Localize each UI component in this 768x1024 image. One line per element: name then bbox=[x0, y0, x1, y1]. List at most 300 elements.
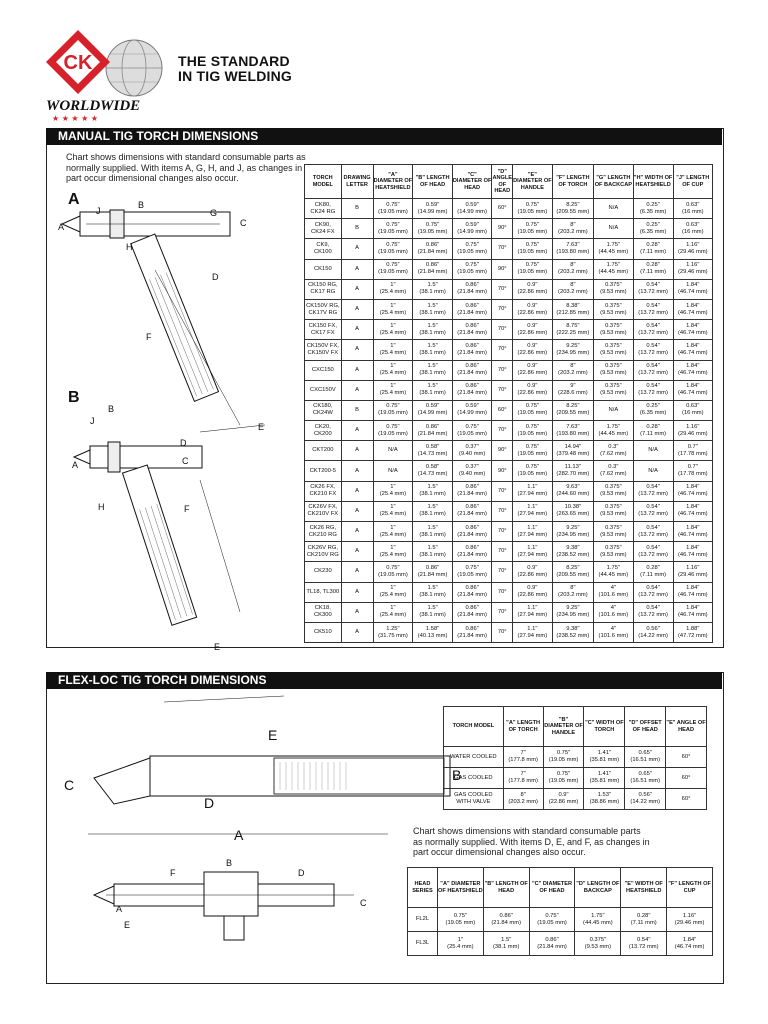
manual-table-value-cell: 0.9" (22.86 mm) bbox=[513, 299, 553, 319]
manual-dimensions-table bbox=[304, 164, 713, 643]
head-series-table-value-cell: 1.16" (29.46 mm) bbox=[667, 908, 713, 932]
manual-table-value-cell: 0.375" (9.53 mm) bbox=[594, 340, 634, 360]
manual-table-value-cell: 0.75" (19.05 mm) bbox=[513, 461, 553, 481]
manual-table-value-cell: 1" (25.4 mm) bbox=[373, 522, 413, 542]
manual-table-value-cell: 70° bbox=[492, 522, 513, 542]
manual-table-value-cell: 9.25" (234.95 mm) bbox=[552, 522, 593, 542]
svg-text:F: F bbox=[146, 332, 152, 342]
svg-text:G: G bbox=[210, 208, 218, 218]
manual-table-value-cell: A bbox=[341, 622, 373, 642]
svg-text:C: C bbox=[360, 898, 367, 908]
manual-table-value-cell: N/A bbox=[594, 400, 634, 420]
flexloc-table-header-cell: "E" ANGLE OF HEAD bbox=[666, 707, 707, 747]
flexloc-table-header-cell: TORCH MODEL bbox=[444, 707, 504, 747]
manual-table-value-cell: 7.63" (193.80 mm) bbox=[552, 421, 593, 441]
manual-table-value-cell: 1.84" (46.74 mm) bbox=[673, 501, 712, 521]
manual-table-value-cell: 8.38" (212.85 mm) bbox=[552, 299, 593, 319]
svg-text:D: D bbox=[298, 868, 305, 878]
manual-table-value-cell: 1.84" (46.74 mm) bbox=[673, 360, 712, 380]
manual-table-value-cell: 0.75" (19.05 mm) bbox=[373, 259, 413, 279]
manual-table-value-cell: 0.375" (9.53 mm) bbox=[594, 542, 634, 562]
manual-table-value-cell: 70° bbox=[492, 421, 513, 441]
svg-text:E: E bbox=[214, 642, 221, 652]
manual-table-value-cell: 0.9" (22.86 mm) bbox=[513, 582, 553, 602]
manual-table-value-cell: 0.59" (14.99 mm) bbox=[452, 199, 492, 219]
manual-table-value-cell: 1.84" (46.74 mm) bbox=[673, 279, 712, 299]
flexloc-note: Chart shows dimensions with standard consumable parts as normally supplied. With items D, E, and F, as changes in part occur dimensional changes also occur. bbox=[413, 826, 650, 857]
manual-table-value-cell: A bbox=[341, 421, 373, 441]
manual-table-value-cell: 0.3" (7.62 mm) bbox=[594, 461, 634, 481]
manual-table-value-cell: B bbox=[341, 199, 373, 219]
manual-table-value-cell: 0.54" (13.72 mm) bbox=[633, 360, 673, 380]
manual-table-value-cell: 7.63" (193.80 mm) bbox=[552, 239, 593, 259]
flexloc-table-value-cell: 60° bbox=[666, 747, 707, 768]
manual-table-value-cell: 1" (25.4 mm) bbox=[373, 299, 413, 319]
manual-table-value-cell: 70° bbox=[492, 299, 513, 319]
manual-table-value-cell: 1" (25.4 mm) bbox=[373, 380, 413, 400]
manual-table-model-cell: CK150V RG, CK17V RG bbox=[305, 299, 342, 319]
manual-table-value-cell: 0.54" (13.72 mm) bbox=[633, 340, 673, 360]
manual-table-value-cell: 0.75" (19.05 mm) bbox=[513, 441, 553, 461]
manual-table-value-cell: 0.28" (7.11 mm) bbox=[633, 562, 673, 582]
manual-table-value-cell: N/A bbox=[594, 199, 634, 219]
manual-table-value-cell: 1.5" (38.1 mm) bbox=[413, 380, 452, 400]
manual-table-value-cell: 8" (203.2 mm) bbox=[552, 259, 593, 279]
manual-table-value-cell: 0.54" (13.72 mm) bbox=[633, 542, 673, 562]
head-series-table-header-cell: "F" LENGTH OF CUP bbox=[667, 868, 713, 908]
manual-table-row bbox=[305, 542, 713, 562]
flexloc-table-header-cell: "A" LENGTH OF TORCH bbox=[503, 707, 543, 747]
manual-table-value-cell: 70° bbox=[492, 239, 513, 259]
head-series-table-value-cell: 0.75" (19.05 mm) bbox=[437, 908, 483, 932]
head-series-table-row bbox=[408, 932, 713, 956]
manual-table-value-cell: 0.86" (21.84 mm) bbox=[452, 299, 492, 319]
manual-table-value-cell: 1.84" (46.74 mm) bbox=[673, 481, 712, 501]
manual-table-value-cell: 0.54" (13.72 mm) bbox=[633, 501, 673, 521]
manual-table-row bbox=[305, 259, 713, 279]
manual-table-value-cell: N/A bbox=[373, 441, 413, 461]
manual-table-value-cell: A bbox=[341, 441, 373, 461]
head-series-table-value-cell: 0.54" (13.72 mm) bbox=[621, 932, 667, 956]
head-series-table-value-cell: 0.86" (21.84 mm) bbox=[529, 932, 575, 956]
manual-table-value-cell: 1.1" (27.94 mm) bbox=[513, 481, 553, 501]
manual-table-value-cell: 0.86" (21.84 mm) bbox=[413, 259, 452, 279]
manual-table-value-cell: 70° bbox=[492, 562, 513, 582]
manual-table-value-cell: 0.7" (17.78 mm) bbox=[673, 461, 712, 481]
svg-text:A: A bbox=[116, 904, 123, 914]
manual-table-row bbox=[305, 340, 713, 360]
manual-table-value-cell: 9.38" (238.52 mm) bbox=[552, 542, 593, 562]
manual-table-value-cell: 1.5" (38.1 mm) bbox=[413, 602, 452, 622]
svg-text:D: D bbox=[204, 795, 215, 811]
flexloc-table-value-cell: 7" (177.8 mm) bbox=[503, 768, 543, 789]
head-series-table-header-cell: HEAD SERIES bbox=[408, 868, 438, 908]
manual-table-value-cell: 0.75" (19.05 mm) bbox=[413, 219, 452, 239]
manual-table-value-cell: 1.16" (29.46 mm) bbox=[673, 259, 712, 279]
manual-table-value-cell: A bbox=[341, 522, 373, 542]
manual-table-value-cell: 0.37" (9.40 mm) bbox=[452, 461, 492, 481]
svg-text:D: D bbox=[180, 438, 187, 448]
manual-table-value-cell: 0.54" (13.72 mm) bbox=[633, 299, 673, 319]
manual-table-row bbox=[305, 582, 713, 602]
manual-table-value-cell: 70° bbox=[492, 279, 513, 299]
manual-table-value-cell: 0.86" (21.84 mm) bbox=[452, 582, 492, 602]
svg-text:B: B bbox=[452, 767, 462, 783]
manual-table-model-cell: TL18, TL300 bbox=[305, 582, 342, 602]
svg-text:J: J bbox=[96, 206, 101, 216]
manual-table-value-cell: 0.75" (19.05 mm) bbox=[452, 562, 492, 582]
head-series-table-value-cell: 1" (25.4 mm) bbox=[437, 932, 483, 956]
flexloc-table-header-cell: "B" DIAMETER OF HANDLE bbox=[543, 707, 584, 747]
manual-table-value-cell: 8.75" (222.25 mm) bbox=[552, 320, 593, 340]
manual-table-value-cell: A bbox=[341, 239, 373, 259]
manual-table-value-cell: 1" (25.4 mm) bbox=[373, 582, 413, 602]
manual-table-value-cell: 0.75" (19.05 mm) bbox=[373, 562, 413, 582]
manual-table-value-cell: A bbox=[341, 299, 373, 319]
manual-table-value-cell: 70° bbox=[492, 320, 513, 340]
manual-table-value-cell: 1.75" (44.45 mm) bbox=[594, 562, 634, 582]
manual-table-model-cell: CK26 RG, CK210 RG bbox=[305, 522, 342, 542]
manual-table-value-cell: 0.9" (22.86 mm) bbox=[513, 279, 553, 299]
manual-table-value-cell: 0.75" (19.05 mm) bbox=[513, 199, 553, 219]
flexloc-table-value-cell: 60° bbox=[666, 768, 707, 789]
manual-table-value-cell: 70° bbox=[492, 360, 513, 380]
flexloc-head-series-table bbox=[407, 867, 713, 956]
manual-table-value-cell: 0.75" (19.05 mm) bbox=[452, 259, 492, 279]
manual-table-value-cell: 0.375" (9.53 mm) bbox=[594, 279, 634, 299]
manual-table-value-cell: 0.75" (19.05 mm) bbox=[513, 421, 553, 441]
manual-table-value-cell: 0.58" (14.73 mm) bbox=[413, 441, 452, 461]
manual-table-value-cell: 0.3" (7.62 mm) bbox=[594, 441, 634, 461]
manual-table-model-cell: CK150V FX, CK150V FX bbox=[305, 340, 342, 360]
manual-table-value-cell: 1.16" (29.46 mm) bbox=[673, 239, 712, 259]
manual-table-value-cell: 0.54" (13.72 mm) bbox=[633, 602, 673, 622]
manual-table-row bbox=[305, 481, 713, 501]
manual-table-row bbox=[305, 360, 713, 380]
manual-table-value-cell: 70° bbox=[492, 481, 513, 501]
manual-table-model-cell: CK90, CK24 FX bbox=[305, 219, 342, 239]
svg-text:B: B bbox=[226, 858, 233, 868]
svg-text:C: C bbox=[240, 218, 247, 228]
manual-table-value-cell: 60° bbox=[492, 199, 513, 219]
manual-table-value-cell: 1.5" (38.1 mm) bbox=[413, 582, 452, 602]
head-series-table-value-cell: 1.84" (46.74 mm) bbox=[667, 932, 713, 956]
brand-title: THE STANDARD IN TIG WELDING bbox=[178, 53, 293, 84]
head-series-table-header-cell: "A" DIAMETER OF HEATSHIELD bbox=[437, 868, 483, 908]
manual-table-model-cell: CK150 RG, CK17 RG bbox=[305, 279, 342, 299]
flexloc-table-row bbox=[444, 768, 707, 789]
manual-table-row bbox=[305, 299, 713, 319]
manual-table-value-cell: 1.84" (46.74 mm) bbox=[673, 542, 712, 562]
manual-table-row bbox=[305, 421, 713, 441]
manual-table-value-cell: 70° bbox=[492, 582, 513, 602]
flexloc-section-heading: FLEX-LOC TIG TORCH DIMENSIONS bbox=[46, 672, 722, 689]
manual-table-value-cell: 90° bbox=[492, 219, 513, 239]
manual-table-model-cell: CK510 bbox=[305, 622, 342, 642]
manual-table-value-cell: 1.5" (38.1 mm) bbox=[413, 279, 452, 299]
manual-table-value-cell: 0.86" (21.84 mm) bbox=[452, 340, 492, 360]
manual-table-value-cell: 9.38" (238.52 mm) bbox=[552, 622, 593, 642]
svg-text:E: E bbox=[124, 920, 131, 930]
manual-table-value-cell: 90° bbox=[492, 441, 513, 461]
head-series-table-value-cell: 0.86" (21.84 mm) bbox=[483, 908, 529, 932]
manual-table-row bbox=[305, 239, 713, 259]
manual-table-value-cell: 0.375" (9.53 mm) bbox=[594, 501, 634, 521]
manual-table-value-cell: 0.375" (9.53 mm) bbox=[594, 320, 634, 340]
manual-table-value-cell: 1.84" (46.74 mm) bbox=[673, 299, 712, 319]
manual-table-model-cell: CK26 FX, CK210 FX bbox=[305, 481, 342, 501]
manual-table-value-cell: 9.25" (234.95 mm) bbox=[552, 602, 593, 622]
manual-table-row bbox=[305, 199, 713, 219]
manual-table-value-cell: 0.86" (21.84 mm) bbox=[452, 320, 492, 340]
manual-table-value-cell: 70° bbox=[492, 542, 513, 562]
svg-text:B: B bbox=[108, 404, 115, 414]
manual-table-header bbox=[305, 165, 713, 199]
manual-table-value-cell: 1.88" (47.72 mm) bbox=[673, 622, 712, 642]
manual-table-value-cell: 0.56" (14.22 mm) bbox=[633, 622, 673, 642]
manual-table-value-cell: 1" (25.4 mm) bbox=[373, 501, 413, 521]
manual-table-value-cell: 1.84" (46.74 mm) bbox=[673, 522, 712, 542]
manual-table-header-cell: "D" ANGLE OF HEAD bbox=[492, 165, 513, 199]
manual-table-value-cell: 0.75" (19.05 mm) bbox=[373, 199, 413, 219]
manual-table-value-cell: 1.1" (27.94 mm) bbox=[513, 622, 553, 642]
head-series-table-value-cell: 1.75" (44.45 mm) bbox=[575, 908, 621, 932]
manual-table-value-cell: 1" (25.4 mm) bbox=[373, 279, 413, 299]
manual-table-model-cell: CK150 FX, CK17 FX bbox=[305, 320, 342, 340]
manual-table-value-cell: 0.75" (19.05 mm) bbox=[513, 259, 553, 279]
head-series-table-model-cell: FL3L bbox=[408, 932, 438, 956]
manual-table-value-cell: 1.5" (38.1 mm) bbox=[413, 340, 452, 360]
svg-text:J: J bbox=[90, 416, 95, 426]
manual-table-value-cell: 0.9" (22.86 mm) bbox=[513, 562, 553, 582]
manual-table-value-cell: 0.54" (13.72 mm) bbox=[633, 279, 673, 299]
manual-table-value-cell: 0.75" (19.05 mm) bbox=[452, 239, 492, 259]
manual-table-value-cell: N/A bbox=[633, 461, 673, 481]
manual-table-value-cell: 0.9" (22.86 mm) bbox=[513, 320, 553, 340]
manual-note: Chart shows dimensions with standard consumable parts as normally supplied. With items A, G, H, and J, as changes in part occur dimensional changes also occur. bbox=[66, 152, 306, 183]
manual-table-value-cell: 0.86" (21.84 mm) bbox=[452, 380, 492, 400]
manual-table-value-cell: 0.9" (22.86 mm) bbox=[513, 380, 553, 400]
flexloc-dimensions-table bbox=[443, 706, 707, 810]
manual-table-value-cell: 9" (228.6 mm) bbox=[552, 380, 593, 400]
manual-table-row bbox=[305, 320, 713, 340]
manual-table-header-cell: "B" LENGTH OF HEAD bbox=[413, 165, 452, 199]
head-series-table-row bbox=[408, 908, 713, 932]
manual-table-value-cell: N/A bbox=[373, 461, 413, 481]
manual-table-model-cell: CKT200 bbox=[305, 441, 342, 461]
flexloc-table-value-cell: 0.75" (19.05 mm) bbox=[543, 747, 584, 768]
manual-table-value-cell: 8.25" (209.55 mm) bbox=[552, 562, 593, 582]
flexloc-table-value-cell: 0.75" (19.05 mm) bbox=[543, 768, 584, 789]
manual-table-row bbox=[305, 219, 713, 239]
manual-table-value-cell: A bbox=[341, 259, 373, 279]
manual-table-model-cell: CK150 bbox=[305, 259, 342, 279]
manual-table-value-cell: 1.84" (46.74 mm) bbox=[673, 340, 712, 360]
manual-table-header-cell: "F" LENGTH OF TORCH bbox=[552, 165, 593, 199]
manual-table-value-cell: 0.63" (16 mm) bbox=[673, 219, 712, 239]
flexloc-table-value-cell: 0.56" (14.22 mm) bbox=[625, 789, 666, 810]
head-series-table-header-cell: "E" WIDTH OF HEATSHIELD bbox=[621, 868, 667, 908]
manual-section-heading: MANUAL TIG TORCH DIMENSIONS bbox=[46, 128, 722, 145]
manual-table-value-cell: 1.5" (38.1 mm) bbox=[413, 542, 452, 562]
manual-table-value-cell: 8.25" (209.55 mm) bbox=[552, 400, 593, 420]
manual-table-value-cell: 0.86" (21.84 mm) bbox=[452, 622, 492, 642]
manual-table-model-cell: CK18, CK300 bbox=[305, 602, 342, 622]
manual-table-value-cell: 70° bbox=[492, 380, 513, 400]
manual-table-value-cell: 0.75" (19.05 mm) bbox=[513, 219, 553, 239]
manual-table-row bbox=[305, 501, 713, 521]
manual-table-value-cell: 60° bbox=[492, 400, 513, 420]
manual-table-value-cell: 0.54" (13.72 mm) bbox=[633, 582, 673, 602]
manual-table-value-cell: 1.5" (38.1 mm) bbox=[413, 481, 452, 501]
manual-table-value-cell: 0.59" (14.99 mm) bbox=[413, 199, 452, 219]
manual-table-value-cell: 1.75" (44.45 mm) bbox=[594, 239, 634, 259]
manual-table-value-cell: 0.37" (9.40 mm) bbox=[452, 441, 492, 461]
manual-table-value-cell: 70° bbox=[492, 340, 513, 360]
manual-table-value-cell: 8" (203.2 mm) bbox=[552, 279, 593, 299]
manual-table-value-cell: 0.25" (6.35 mm) bbox=[633, 199, 673, 219]
manual-table-model-cell: CK230 bbox=[305, 562, 342, 582]
svg-text:B: B bbox=[138, 200, 145, 210]
flexloc-table-value-cell: 0.9" (22.86 mm) bbox=[543, 789, 584, 810]
head-series-table-header-cell: "D" LENGTH OF BACKCAP bbox=[575, 868, 621, 908]
manual-table-value-cell: 0.63" (16 mm) bbox=[673, 400, 712, 420]
manual-table-value-cell: 0.86" (21.84 mm) bbox=[452, 279, 492, 299]
flexloc-table-value-cell: 60° bbox=[666, 789, 707, 810]
manual-table-header-cell: "G" LENGTH OF BACKCAP bbox=[594, 165, 634, 199]
manual-table-value-cell: 0.75" (19.05 mm) bbox=[373, 239, 413, 259]
manual-table-value-cell: 1" (25.4 mm) bbox=[373, 360, 413, 380]
manual-table-value-cell: 0.28" (7.11 mm) bbox=[633, 239, 673, 259]
svg-text:D: D bbox=[212, 272, 219, 282]
head-series-table-model-cell: FL2L bbox=[408, 908, 438, 932]
manual-table-value-cell: A bbox=[341, 279, 373, 299]
manual-table-value-cell: 0.75" (19.05 mm) bbox=[452, 421, 492, 441]
manual-table-value-cell: A bbox=[341, 602, 373, 622]
svg-text:E: E bbox=[268, 727, 278, 743]
manual-table-value-cell: 0.54" (13.72 mm) bbox=[633, 320, 673, 340]
manual-table-value-cell: 10.38" (263.65 mm) bbox=[552, 501, 593, 521]
manual-table-row bbox=[305, 522, 713, 542]
flexloc-table-value-cell: 1.41" (35.81 mm) bbox=[584, 768, 625, 789]
manual-table-value-cell: 1.1" (27.94 mm) bbox=[513, 501, 553, 521]
manual-table-value-cell: 1.25" (31.75 mm) bbox=[373, 622, 413, 642]
manual-table-value-cell: 8.25" (209.55 mm) bbox=[552, 199, 593, 219]
svg-text:H: H bbox=[98, 502, 105, 512]
manual-table-value-cell: 0.59" (14.99 mm) bbox=[452, 400, 492, 420]
flexloc-table-model-cell: WATER COOLED bbox=[444, 747, 504, 768]
manual-table-value-cell: 1" (25.4 mm) bbox=[373, 340, 413, 360]
manual-table-value-cell: 0.86" (21.84 mm) bbox=[452, 501, 492, 521]
manual-table-header-cell: "C" DIAMETER OF HEAD bbox=[452, 165, 492, 199]
flexloc-table-row bbox=[444, 789, 707, 810]
manual-table-value-cell: 1.16" (29.46 mm) bbox=[673, 421, 712, 441]
manual-table-row bbox=[305, 380, 713, 400]
manual-table-model-cell: CK9, CK100 bbox=[305, 239, 342, 259]
manual-table-value-cell: 1.5" (38.1 mm) bbox=[413, 299, 452, 319]
manual-table-value-cell: A bbox=[341, 360, 373, 380]
manual-table-value-cell: 0.28" (7.11 mm) bbox=[633, 421, 673, 441]
manual-table-value-cell: 0.75" (19.05 mm) bbox=[373, 421, 413, 441]
manual-table-value-cell: 9.25" (234.95 mm) bbox=[552, 340, 593, 360]
manual-table-value-cell: A bbox=[341, 461, 373, 481]
manual-table-row bbox=[305, 562, 713, 582]
manual-table-value-cell: 0.86" (21.84 mm) bbox=[452, 481, 492, 501]
manual-table-model-cell: CXC150V bbox=[305, 380, 342, 400]
manual-table-value-cell: 1" (25.4 mm) bbox=[373, 481, 413, 501]
manual-table-value-cell: 1.58" (40.13 mm) bbox=[413, 622, 452, 642]
manual-table-value-cell: 0.9" (22.86 mm) bbox=[513, 340, 553, 360]
manual-table-value-cell: 0.59" (14.99 mm) bbox=[413, 400, 452, 420]
manual-table-model-cell: CK80, CK24 RG bbox=[305, 199, 342, 219]
flexloc-table-value-cell: 8" (203.2 mm) bbox=[503, 789, 543, 810]
company-logo bbox=[44, 28, 168, 122]
svg-text:C: C bbox=[182, 456, 189, 466]
manual-table-value-cell: 0.375" (9.53 mm) bbox=[594, 481, 634, 501]
manual-table-value-cell: 1.5" (38.1 mm) bbox=[413, 501, 452, 521]
manual-table-header-cell: DRAWING LETTER bbox=[341, 165, 373, 199]
svg-text:H: H bbox=[126, 242, 133, 252]
manual-table-value-cell: 0.59" (14.99 mm) bbox=[452, 219, 492, 239]
svg-text:A: A bbox=[234, 827, 244, 843]
manual-table-model-cell: CK20, CK200 bbox=[305, 421, 342, 441]
flexloc-table-row bbox=[444, 747, 707, 768]
manual-table-value-cell: 0.28" (7.11 mm) bbox=[633, 259, 673, 279]
head-series-table-value-cell: 0.375" (9.53 mm) bbox=[575, 932, 621, 956]
manual-table-value-cell: 1.5" (38.1 mm) bbox=[413, 522, 452, 542]
manual-table-value-cell: 1.1" (27.94 mm) bbox=[513, 542, 553, 562]
manual-table-value-cell: 0.86" (21.84 mm) bbox=[413, 421, 452, 441]
manual-table-model-cell: CXC150 bbox=[305, 360, 342, 380]
diagram-a-label: A bbox=[68, 191, 80, 208]
manual-table-value-cell: 0.75" (19.05 mm) bbox=[373, 400, 413, 420]
manual-table-value-cell: A bbox=[341, 340, 373, 360]
manual-table-value-cell: 1.16" (29.46 mm) bbox=[673, 562, 712, 582]
manual-table-value-cell: 0.7" (17.78 mm) bbox=[673, 441, 712, 461]
head-series-table-header-cell: "C" DIAMETER OF HEAD bbox=[529, 868, 575, 908]
manual-table-value-cell: 9.63" (244.60 mm) bbox=[552, 481, 593, 501]
manual-table-header-cell: "H" WIDTH OF HEATSHIELD bbox=[633, 165, 673, 199]
manual-table-value-cell: 90° bbox=[492, 259, 513, 279]
manual-table-value-cell: 1" (25.4 mm) bbox=[373, 602, 413, 622]
manual-table-value-cell: 0.58" (14.73 mm) bbox=[413, 461, 452, 481]
manual-table-value-cell: 0.375" (9.53 mm) bbox=[594, 299, 634, 319]
flexloc-table-value-cell: 0.65" (16.51 mm) bbox=[625, 768, 666, 789]
manual-table-value-cell: 70° bbox=[492, 602, 513, 622]
manual-table-model-cell: CK180, CK24W bbox=[305, 400, 342, 420]
manual-table-value-cell: A bbox=[341, 562, 373, 582]
manual-table-value-cell: A bbox=[341, 320, 373, 340]
manual-table-value-cell: N/A bbox=[633, 441, 673, 461]
svg-text:F: F bbox=[170, 868, 176, 878]
manual-table-value-cell: 70° bbox=[492, 622, 513, 642]
manual-table-row bbox=[305, 400, 713, 420]
manual-table-value-cell: 4" (101.6 mm) bbox=[594, 582, 634, 602]
manual-table-value-cell: A bbox=[341, 481, 373, 501]
manual-table-header-cell: "J" LENGTH OF CUP bbox=[673, 165, 712, 199]
manual-table-value-cell: B bbox=[341, 219, 373, 239]
manual-table-value-cell: 1.5" (38.1 mm) bbox=[413, 320, 452, 340]
manual-table-header-cell: "E" DIAMETER OF HANDLE bbox=[513, 165, 553, 199]
manual-table-value-cell: 0.75" (19.05 mm) bbox=[513, 400, 553, 420]
manual-table-value-cell: 0.86" (21.84 mm) bbox=[413, 562, 452, 582]
manual-table-value-cell: 0.86" (21.84 mm) bbox=[452, 602, 492, 622]
manual-table-value-cell: A bbox=[341, 582, 373, 602]
manual-table-value-cell: 8" (203.2 mm) bbox=[552, 219, 593, 239]
manual-table-header-cell: "A" DIAMETER OF HEATSHIELD bbox=[373, 165, 413, 199]
manual-table-model-cell: CK26V RG, CK210V RG bbox=[305, 542, 342, 562]
manual-table-value-cell: A bbox=[341, 542, 373, 562]
